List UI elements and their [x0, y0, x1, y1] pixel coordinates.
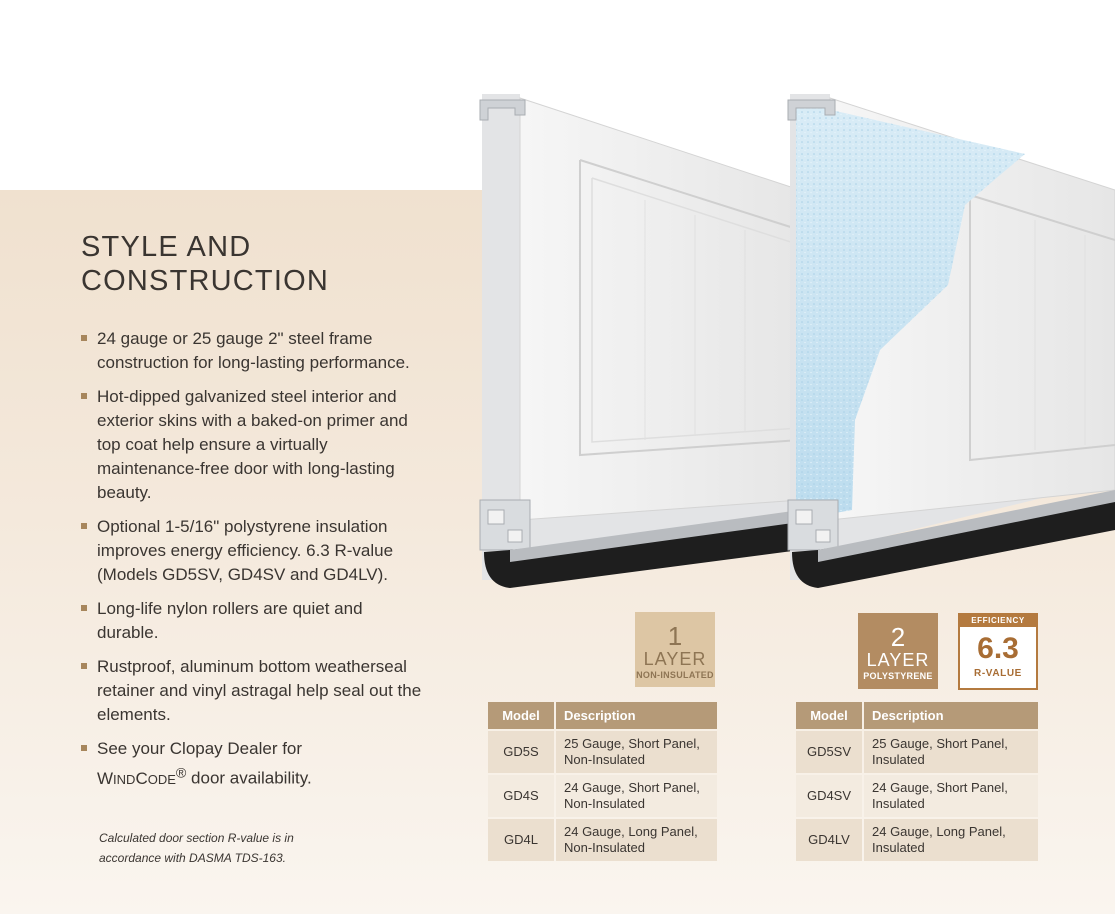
description-cell: 24 Gauge, Short Panel, Non-Insulated	[556, 775, 717, 817]
efficiency-value: 6.3	[977, 632, 1019, 665]
layer-badge-polystyrene	[858, 613, 938, 689]
feature-text: Hot-dipped galvanized steel interior and exterior skins with a baked-on primer and top coat help ensure a virtually maintenance-free door with long-lasting beauty.	[97, 387, 408, 502]
door-section-illustration	[470, 80, 1115, 600]
feature-text: Optional 1-5/16" polystyrene insulation improves energy efficiency. 6.3 R-value (Models GD5SV, GD4SV and GD4LV).	[97, 517, 394, 584]
model-table-insulated	[794, 700, 1040, 863]
bullet-icon	[81, 523, 87, 529]
efficiency-label: EFFICIENCY	[960, 615, 1036, 627]
description-cell: 24 Gauge, Long Panel, Non-Insulated	[556, 819, 717, 861]
section-title-line1: STYLE AND	[81, 231, 252, 263]
model-cell: GD5SV	[796, 731, 862, 773]
footnote	[99, 828, 349, 868]
feature-item	[81, 515, 426, 587]
model-cell: GD4L	[488, 819, 554, 861]
bullet-icon	[81, 663, 87, 669]
model-cell: GD4LV	[796, 819, 862, 861]
badge-number: 1	[667, 621, 683, 651]
column-header-model: Model	[796, 702, 862, 729]
table-row	[796, 819, 1038, 861]
feature-text: Rustproof, aluminum bottom weatherseal retainer and vinyl astragal help seal out the elements.	[97, 657, 422, 724]
table-row	[488, 731, 717, 773]
model-cell: GD5S	[488, 731, 554, 773]
table-header-row	[488, 702, 717, 729]
feature-item	[81, 655, 426, 727]
feature-text: Long-life nylon rollers are quiet and durable.	[97, 599, 363, 642]
panel-non-insulated	[480, 94, 800, 588]
style-construction-section	[81, 230, 426, 802]
feature-item	[81, 597, 426, 645]
feature-text: 24 gauge or 25 gauge 2" steel frame construction for long-lasting performance.	[97, 329, 410, 372]
layer-badge-non-insulated	[635, 612, 715, 687]
badge-sub-label: NON-INSULATED	[636, 670, 714, 680]
model-cell: GD4S	[488, 775, 554, 817]
badge-layer-label: LAYER	[866, 650, 930, 670]
r-value-label: R-VALUE	[974, 668, 1022, 679]
section-title	[81, 230, 426, 298]
bullet-icon	[81, 335, 87, 341]
windcode-text-before: See your Clopay Dealer for	[97, 739, 303, 758]
column-header-description: Description	[864, 702, 1038, 729]
column-header-description: Description	[556, 702, 717, 729]
table-row	[488, 819, 717, 861]
panel-insulated	[788, 94, 1115, 588]
footnote-line2: accordance with DASMA TDS-163.	[99, 851, 286, 865]
efficiency-badge	[958, 613, 1038, 690]
bullet-icon	[81, 745, 87, 751]
table-header-row	[796, 702, 1038, 729]
feature-list	[81, 327, 426, 792]
windcode-brand: WINDCODE®	[97, 765, 187, 788]
bullet-icon	[81, 393, 87, 399]
description-cell: 24 Gauge, Short Panel, Insulated	[864, 775, 1038, 817]
feature-item-windcode	[81, 737, 426, 792]
description-cell: 24 Gauge, Long Panel, Insulated	[864, 819, 1038, 861]
windcode-text-after: door availability.	[186, 768, 312, 788]
table-row	[796, 731, 1038, 773]
column-header-model: Model	[488, 702, 554, 729]
badge-layer-label: LAYER	[643, 649, 707, 669]
feature-item	[81, 385, 426, 505]
badge-sub-label: POLYSTYRENE	[863, 671, 933, 681]
table-row	[488, 775, 717, 817]
description-cell: 25 Gauge, Short Panel, Insulated	[864, 731, 1038, 773]
badge-number: 2	[890, 622, 906, 652]
table-row	[796, 775, 1038, 817]
model-table-non-insulated	[486, 700, 719, 863]
model-cell: GD4SV	[796, 775, 862, 817]
bullet-icon	[81, 605, 87, 611]
description-cell: 25 Gauge, Short Panel, Non-Insulated	[556, 731, 717, 773]
section-title-line2: CONSTRUCTION	[81, 265, 330, 297]
footnote-line1: Calculated door section R-value is in	[99, 831, 294, 845]
feature-item	[81, 327, 426, 375]
